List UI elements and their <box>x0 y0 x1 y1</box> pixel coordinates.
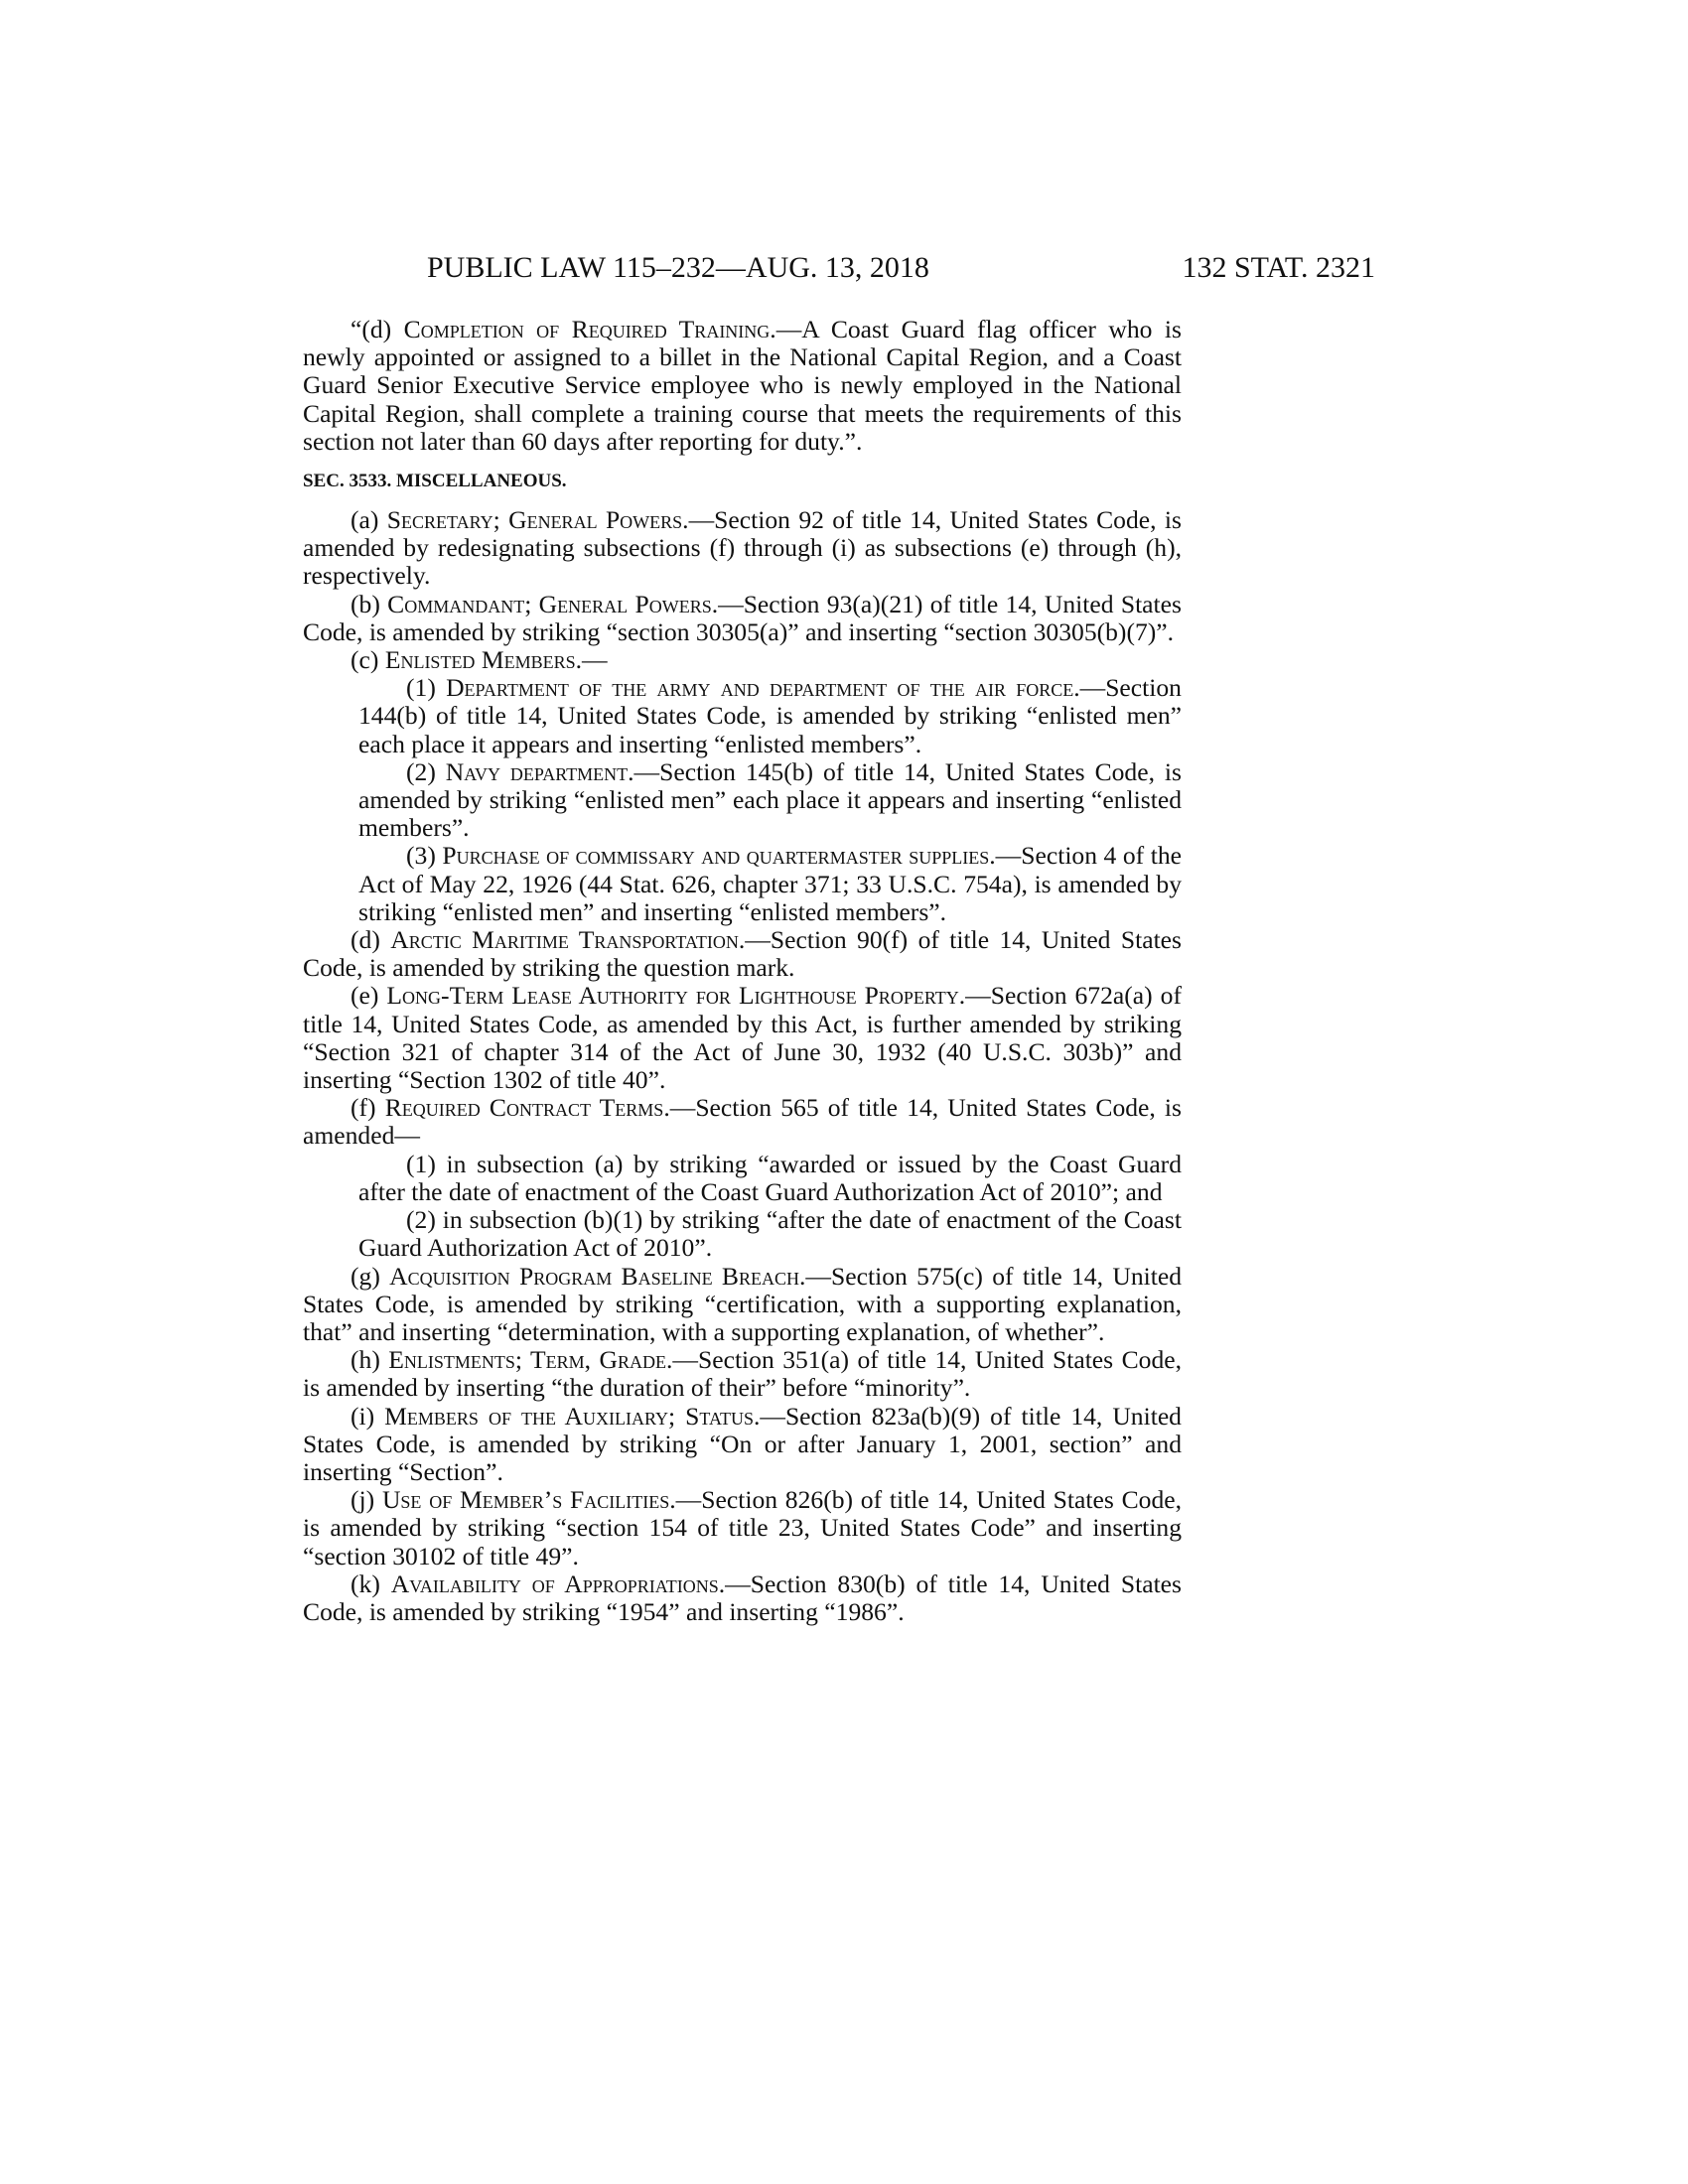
subsection-lead: (h) <box>351 1345 389 1375</box>
subsection-text: —Section 93(a)(21) of title 14, United States Code, is amended by striking “section 30305(a)” and inserting “section 30305(b)(7)”. <box>303 589 1182 646</box>
subsection-lead: (k) <box>351 1569 391 1598</box>
subsection-d <box>303 926 1182 982</box>
subsection-f-2 <box>303 1206 1182 1262</box>
paragraph-text: —A Coast Guard flag officer who is newly appointed or assigned to a billet in the National Capital Region, and a Coast Guard Senior Executive Service employee who is newly employed in the National Capital Region, shall complete a training course that meets the requirements of this section not later than 60 days after reporting for duty.”. <box>303 315 1182 456</box>
subsection-text: — <box>582 645 608 675</box>
subsection-f-1 <box>303 1151 1182 1206</box>
subsection-text: —Section 4 of the Act of May 22, 1926 (44 Stat. 626, chapter 371; 33 U.S.C. 754a), is amended by striking “enlisted men” and inserting “enlisted members”. <box>358 841 1182 926</box>
subsection-k <box>303 1570 1182 1626</box>
subsection-text: (2) in subsection (b)(1) by striking “after the date of enactment of the Coast Guard Authorization Act of 2010”. <box>358 1205 1182 1263</box>
subsection-lead: (b) <box>351 589 388 618</box>
subsection-text: (1) in subsection (a) by striking “awarded or issued by the Coast Guard after the date of enactment of the Coast Guard Authorization Act of 2010”; and <box>358 1149 1182 1206</box>
subsection-lead: (d) <box>351 925 391 955</box>
subsection-heading: Navy department. <box>445 756 634 786</box>
subsection-g <box>303 1263 1182 1347</box>
subsection-text: —Section 575(c) of title 14, United States Code, is amended by striking “certification, with a supporting explanation, that” and inserting “determination, with a supporting explanation, of whether”. <box>303 1261 1182 1346</box>
subsection-text: —Section 830(b) of title 14, United States Code, is amended by striking “1954” and inserting “1986”. <box>303 1569 1182 1626</box>
subsection-lead: (a) <box>351 505 387 535</box>
subsection-heading: Arctic Maritime Transportation. <box>390 925 746 955</box>
document-body <box>303 316 1182 1626</box>
subsection-heading: Commandant; General Powers. <box>387 589 719 618</box>
statute-page-number: 132 STAT. 2321 <box>1182 251 1375 284</box>
page-header <box>427 248 1375 288</box>
subsection-b <box>303 591 1182 646</box>
subsection-j <box>303 1486 1182 1570</box>
subsection-text: —Section 90(f) of title 14, United States Code, is amended by striking the question mark. <box>303 925 1182 983</box>
section-heading: SEC. 3533. MISCELLANEOUS. <box>303 471 567 492</box>
subsection-text: —Section 351(a) of title 14, United States Code, is amended by inserting “the duration of their” before “minority”. <box>303 1345 1182 1403</box>
subsection-lead: (j) <box>351 1485 382 1515</box>
subsection-heading: Use of Member’s Facilities. <box>381 1485 676 1515</box>
paragraph-d-completion-of-required-training <box>303 316 1182 456</box>
subsection-heading: Secretary; General Powers. <box>386 505 689 535</box>
subsection-lead: (3) <box>406 841 443 871</box>
subsection-heading: Purchase of commissary and quartermaster supplies. <box>442 841 996 871</box>
subsection-f <box>303 1094 1182 1150</box>
paragraph-heading: Completion of Required Training. <box>403 315 776 343</box>
subsection-text: —Section 92 of title 14, United States Code, is amended by redesignating subsections (f) through (i) as subsections (e) through (h), respectively. <box>303 505 1182 591</box>
subsection-heading: Acquisition Program Baseline Breach. <box>389 1261 806 1291</box>
subsection-lead: (c) <box>351 645 385 675</box>
subsection-c-1 <box>303 674 1182 758</box>
subsection-heading: Enlisted Members. <box>384 645 583 675</box>
subsection-heading: Members of the Auxiliary; Status. <box>384 1401 761 1431</box>
subsection-text: —Section 144(b) of title 14, United States Code, is amended by striking “enlisted men” each place it appears and inserting “enlisted members”. <box>358 673 1182 758</box>
subsection-lead: (f) <box>351 1093 385 1123</box>
subsection-e <box>303 982 1182 1094</box>
subsection-text: —Section 672a(a) of title 14, United States Code, as amended by this Act, is further amended by striking “Section 321 of chapter 314 of the Act of June 30, 1932 (40 U.S.C. 303b)” and inserting “Section 1302 of title 40”. <box>303 981 1182 1095</box>
subsection-lead: (2) <box>406 756 446 786</box>
subsection-text: —Section 826(b) of title 14, United States Code, is amended by striking “section 154 of title 23, United States Code” and inserting “section 30102 of title 49”. <box>303 1485 1183 1570</box>
subsection-c <box>303 646 1182 674</box>
subsection-lead: (e) <box>351 981 387 1011</box>
paragraph-lead: “(d) <box>351 315 404 343</box>
subsection-text: —Section 565 of title 14, United States Code, is amended— <box>303 1093 1183 1151</box>
subsection-lead: (1) <box>406 673 447 703</box>
subsection-heading: Long-Term Lease Authority for Lighthouse Property. <box>386 981 966 1011</box>
subsection-h <box>303 1346 1182 1402</box>
subsection-heading: Required Contract Terms. <box>384 1093 670 1123</box>
subsection-c-2 <box>303 758 1182 843</box>
subsection-a <box>303 506 1182 591</box>
subsection-text: —Section 823a(b)(9) of title 14, United States Code, is amended by striking “On or after January 1, 2001, section” and inserting “Section”. <box>303 1401 1182 1486</box>
subsection-heading: Department of the army and department of the air force. <box>446 673 1080 703</box>
running-head-title: PUBLIC LAW 115–232—AUG. 13, 2018 <box>427 251 929 284</box>
subsection-i <box>303 1403 1182 1487</box>
subsection-lead: (g) <box>351 1261 390 1291</box>
subsection-text: —Section 145(b) of title 14, United States Code, is amended by striking “enlisted men” each place it appears and inserting “enlisted members”. <box>358 756 1182 843</box>
subsection-heading: Availability of Appropriations. <box>390 1569 726 1598</box>
subsection-lead: (i) <box>351 1401 385 1431</box>
subsection-heading: Enlistments; Term, Grade. <box>388 1345 673 1375</box>
subsection-c-3 <box>303 842 1182 926</box>
